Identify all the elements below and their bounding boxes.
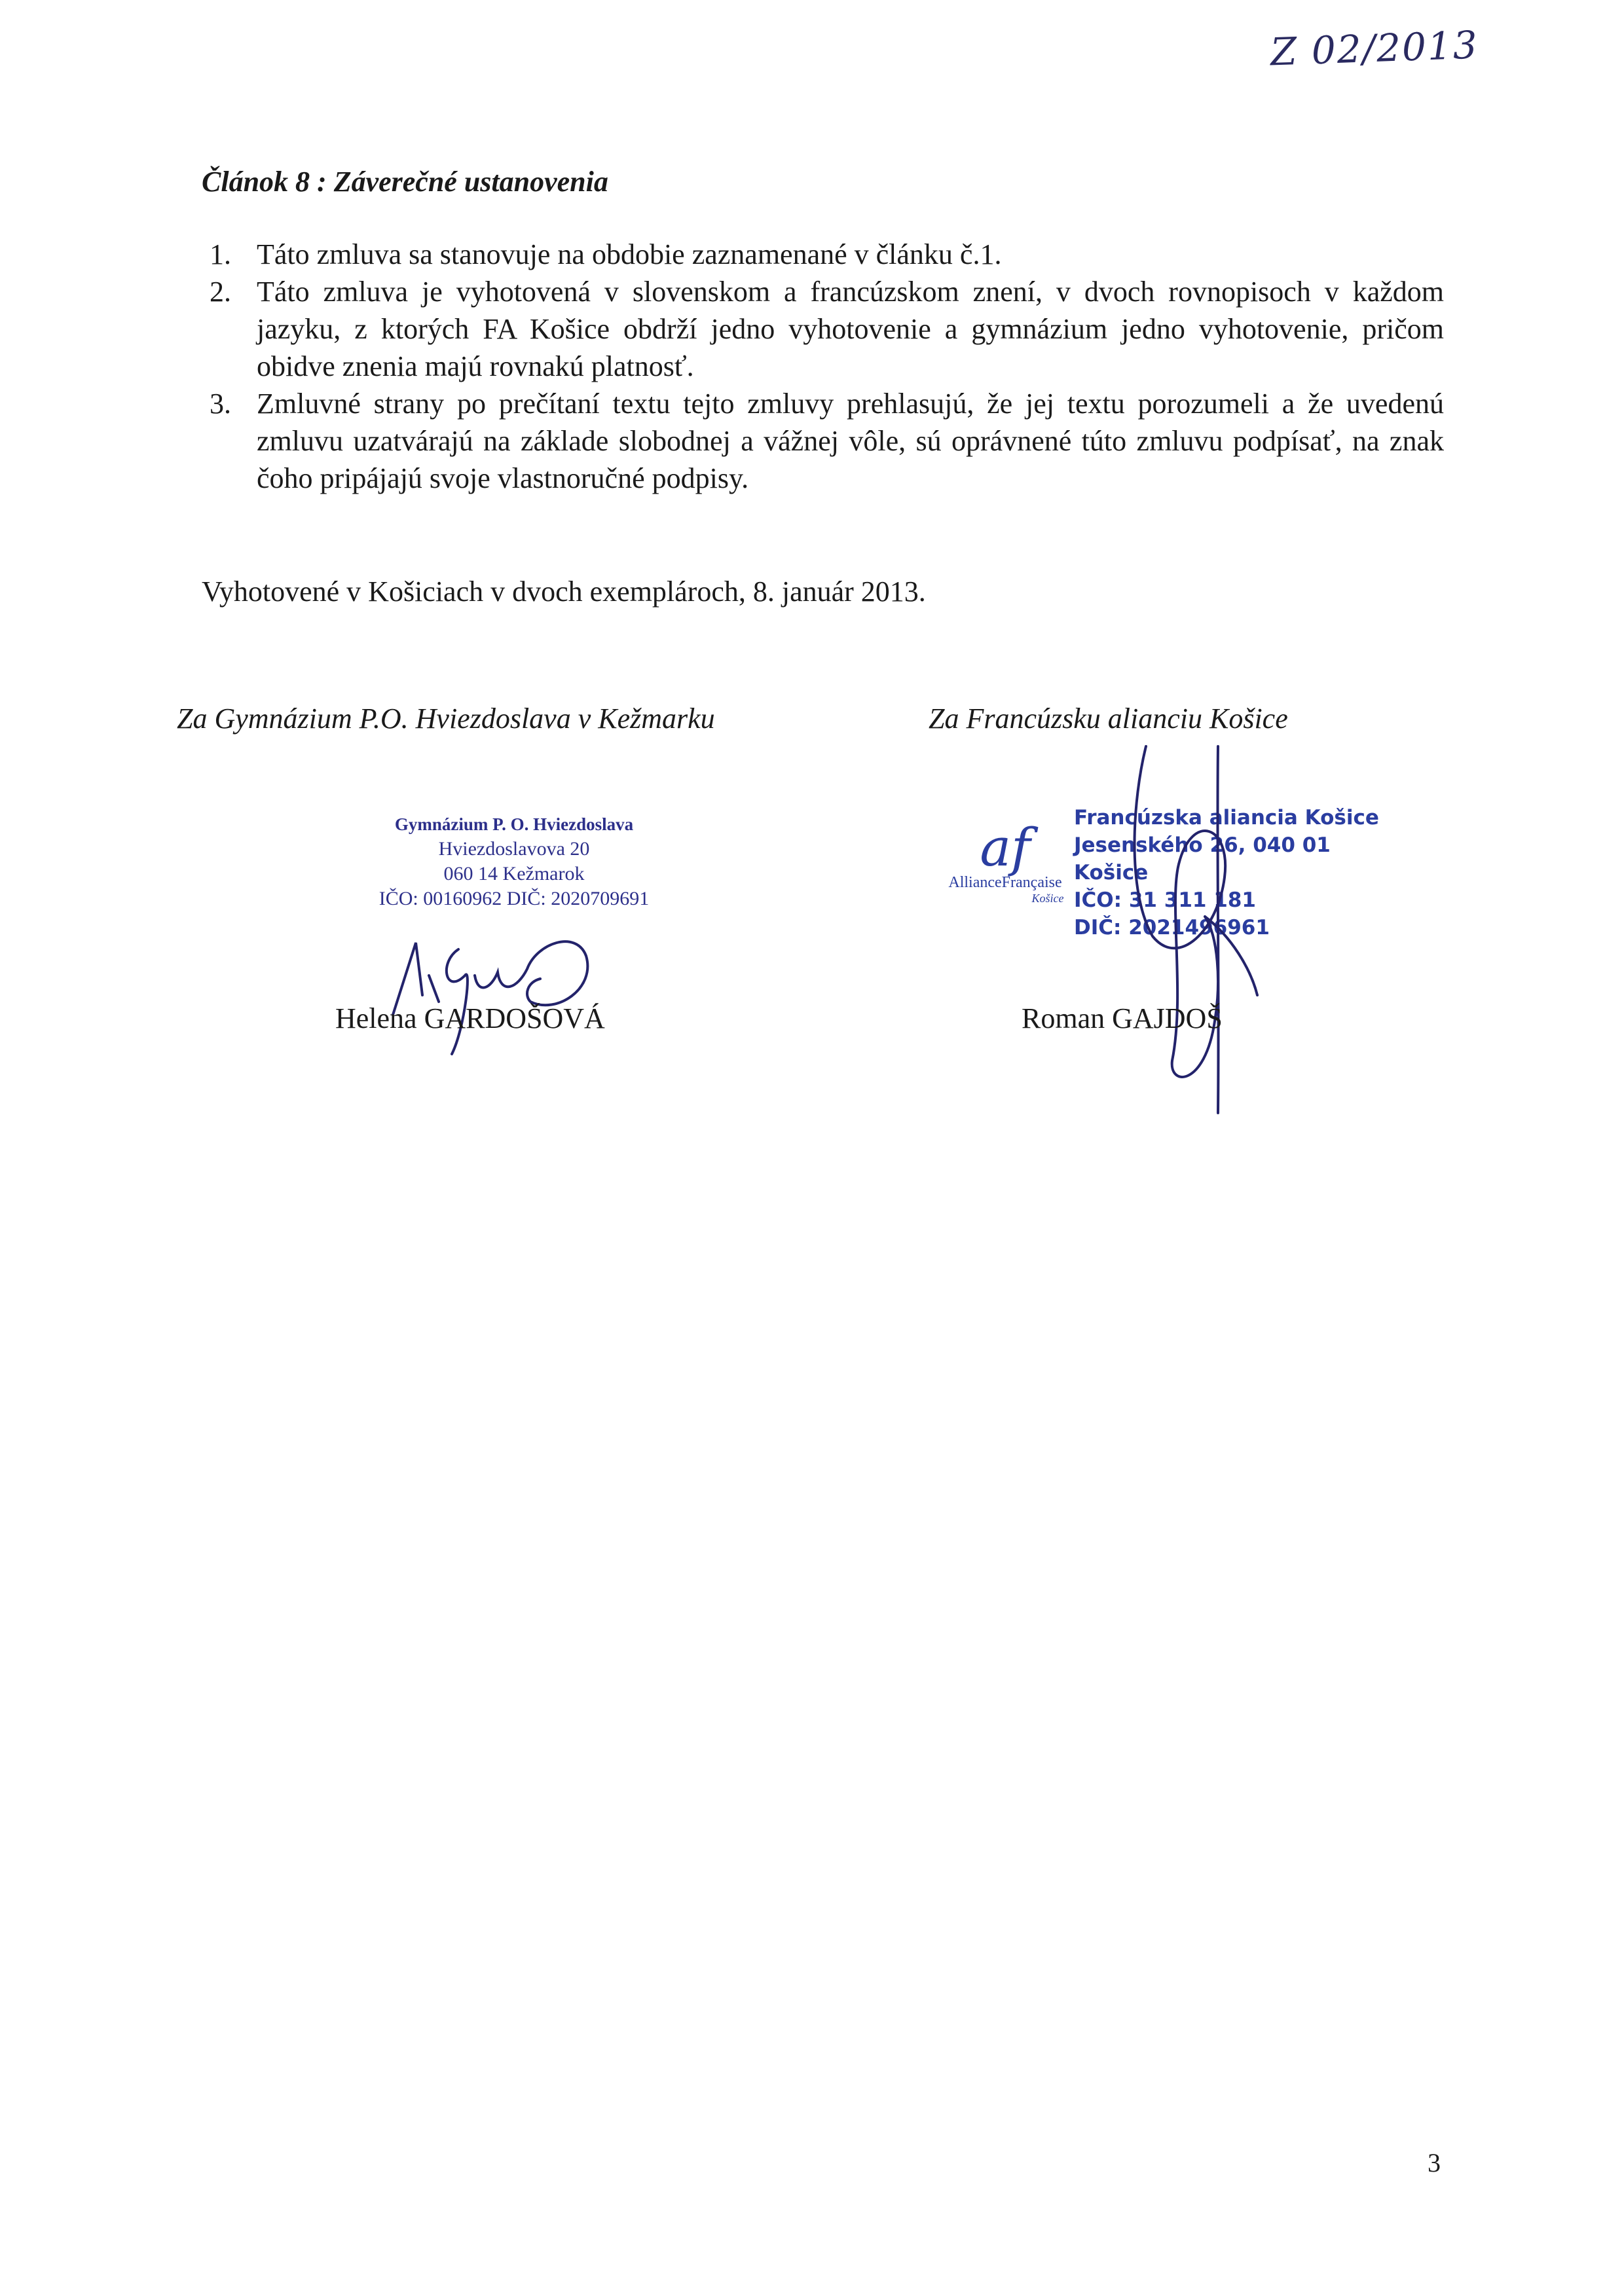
clause-text: Táto zmluva je vyhotovená v slovenskom a francúzskom znení, v dvoch rovnopisoch v každom jazyku, z ktorých FA Košice obdrží jedno vyhotovenie a gymnázium jedno vyhotovenie, pričom obidve znenia majú rovnakú platnosť.: [257, 276, 1444, 382]
alliance-francaise-logo: [917, 817, 1094, 905]
handwritten-registration-note: Z 02/2013: [1269, 22, 1479, 75]
stamp-line: Hviezdoslavova 20: [438, 838, 590, 860]
closing-statement: Vyhotovené v Košiciach v dvoch exemplároch, 8. január 2013.: [202, 575, 926, 608]
clause-number: 3.: [210, 388, 231, 420]
stamp-line: Jesenského 26, 040 01 Košice: [1074, 833, 1331, 884]
af-name: AllianceFrançaise: [948, 874, 1062, 891]
stamp-line: Gymnázium P. O. Hviezdoslava: [394, 814, 634, 834]
left-party-label: Za Gymnázium P.O. Hviezdoslava v Kežmarku: [177, 702, 715, 735]
clause-item: [196, 236, 1444, 273]
right-signature: [1107, 720, 1277, 1126]
clause-text: Táto zmluva sa stanovuje na obdobie zaznamenané v článku č.1.: [257, 238, 1002, 270]
clause-number: 2.: [210, 276, 231, 308]
stamp-line: IČO: 31 311 181: [1074, 888, 1256, 912]
stamp-line: Francúzska aliancia Košice: [1074, 806, 1379, 829]
clause-number: 1.: [210, 238, 231, 270]
left-signer-name: Helena GARDOŠOVÁ: [335, 1002, 605, 1034]
clause-item: [196, 385, 1444, 497]
stamp-line: IČO: 00160962 DIČ: 2020709691: [378, 888, 650, 909]
gymnazium-stamp: [367, 812, 661, 911]
clause-text: Zmluvné strany po prečítaní textu tejto zmluvy prehlasujú, že jej textu porozumeli a že uvedenú zmluvu uzatvárajú na základe slobodnej a vážnej vôle, sú oprávnené túto zmluvu podpísať, na znak čoho pripájajú svoje vlastnoručné podpisy.: [257, 388, 1444, 494]
stamp-line: 060 14 Kežmarok: [443, 863, 585, 884]
right-party-label: Za Francúzsku alianciu Košice: [929, 702, 1288, 735]
clause-item: [196, 273, 1444, 385]
page-number: 3: [1428, 2148, 1441, 2178]
clause-list: [196, 236, 1444, 497]
stamp-line: DIČ: 2021496961: [1074, 916, 1270, 939]
af-mark: af: [980, 817, 1031, 878]
right-signer-name: Roman GAJDOŠ: [1022, 1002, 1223, 1034]
af-city: Košice: [1031, 892, 1064, 905]
article-heading: Článok 8 : Záverečné ustanovenia: [202, 166, 608, 198]
left-signature: [367, 903, 616, 1074]
